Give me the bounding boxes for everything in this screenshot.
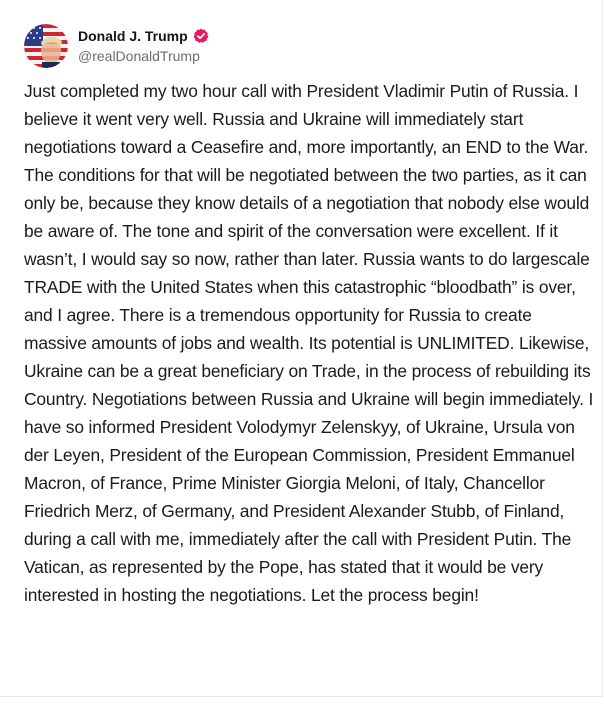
post-body-text: Just completed my two hour call with President Vladimir Putin of Russia. I believe it went very well. Russia and Ukraine will immediately start negotiations toward a Ceasefire and, more importantly, an END to the War. The conditions for that will be negotiated between the two parties, as it can only be, because they know details of a negotiation that nobody else would be aware of. The tone and spirit of the conversation were excellent. If it wasn’t, I would say so now, rather than later. Russia wants to do largescale TRADE with the United States when this catastrophic “bloodbath” is over, and I agree. There is a tremendous opportunity for Russia to create massive amounts of jobs and wealth. Its potential is UNLIMITED. Likewise, Ukraine can be a great beneficiary on Trade, in the process of rebuilding its Country. Negotiations between Russia and Ukraine will begin immediately. I have so informed President Volodymyr Zelenskyy, of Ukraine, Ursula von der Leyen, President of the European Commission, President Emmanuel Macron, of France, Prime Minister Giorgia Meloni, of Italy, Chancellor Friedrich Merz, of Germany, and President Alexander Stubb, of Finland, during a call with me, immediately after the call with President Putin. The Vatican, as represented by the Pope, has stated that it would be very interested in hosting the negotiations. Let the process begin! <box>24 81 594 605</box>
post-header <box>24 24 209 68</box>
profile-avatar-flag-icon[interactable] <box>24 24 68 68</box>
author-display-name[interactable]: Donald J. Trump <box>78 28 188 44</box>
author-names <box>78 27 209 65</box>
verified-badge-icon <box>193 28 209 44</box>
name-row <box>78 27 209 45</box>
author-handle[interactable]: @realDonaldTrump <box>78 48 200 64</box>
